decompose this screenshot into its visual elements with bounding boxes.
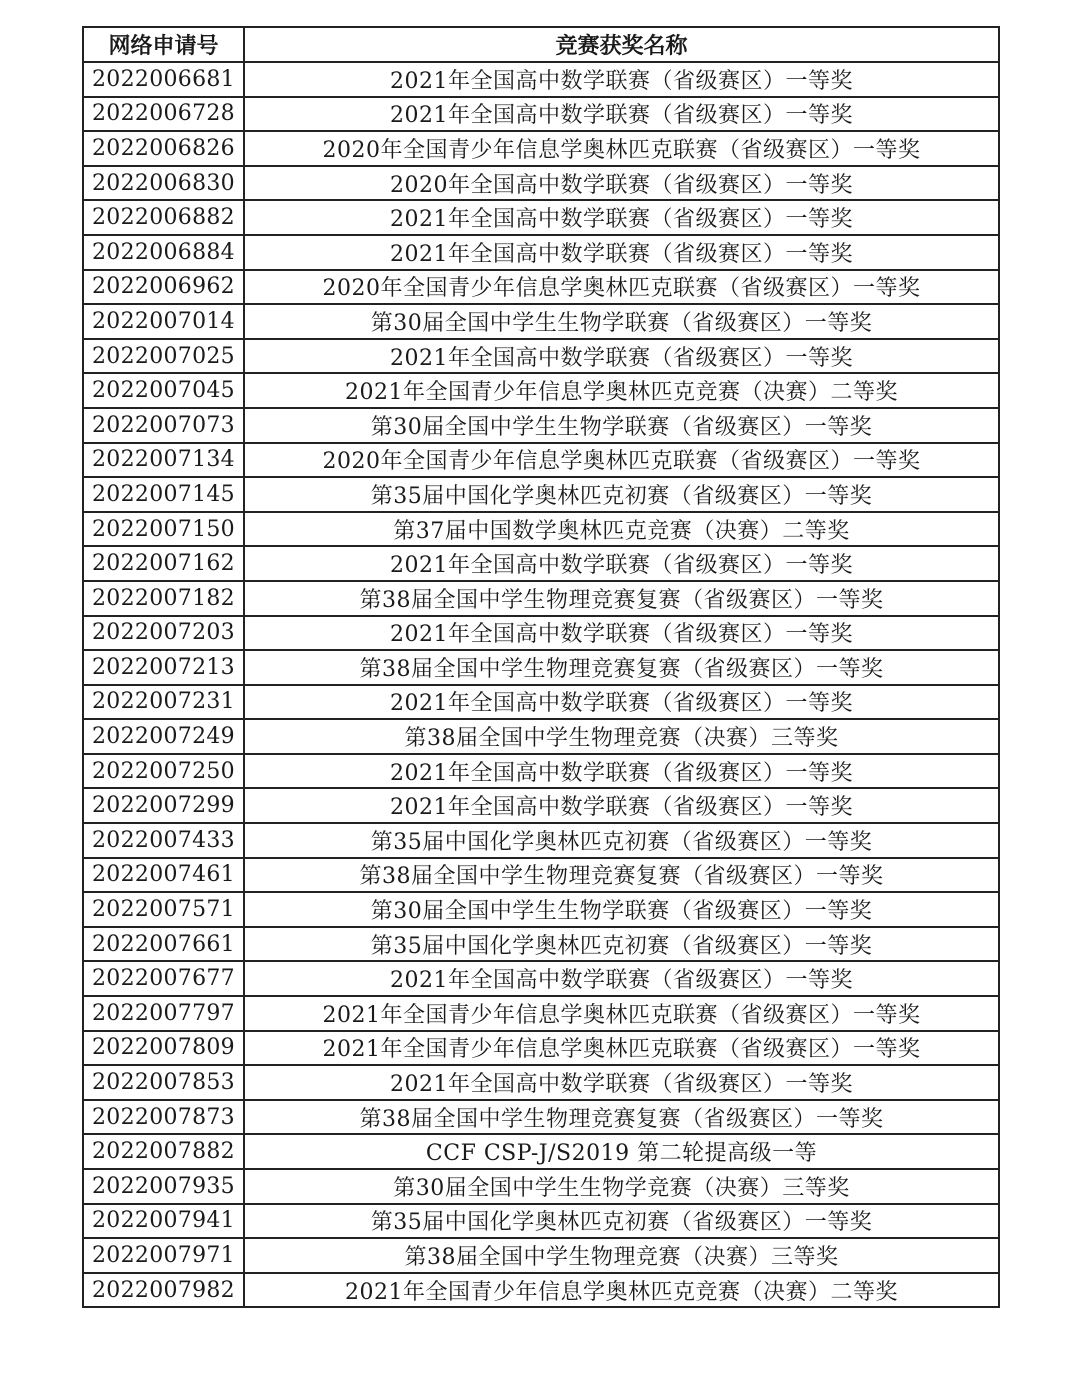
table-row <box>83 788 999 823</box>
table-row <box>83 443 999 478</box>
application-number-cell: 2022007145 <box>83 477 244 512</box>
table-row <box>83 97 999 132</box>
award-name-cell: 2021年全国高中数学联赛（省级赛区）一等奖 <box>244 685 999 720</box>
award-name-cell: 2021年全国高中数学联赛（省级赛区）一等奖 <box>244 788 999 823</box>
table-row <box>83 1031 999 1066</box>
application-number-cell: 2022006830 <box>83 166 244 201</box>
table-row <box>83 581 999 616</box>
application-number-cell: 2022007882 <box>83 1134 244 1169</box>
award-name-cell: 第35届中国化学奥林匹克初赛（省级赛区）一等奖 <box>244 927 999 962</box>
award-name-cell: 第30届全国中学生生物学联赛（省级赛区）一等奖 <box>244 408 999 443</box>
table-row <box>83 719 999 754</box>
application-number-cell: 2022007045 <box>83 373 244 408</box>
award-name-cell: 2021年全国高中数学联赛（省级赛区）一等奖 <box>244 200 999 235</box>
table-row <box>83 1273 999 1308</box>
application-number-cell: 2022007134 <box>83 443 244 478</box>
award-name-cell: 第38届全国中学生物理竞赛复赛（省级赛区）一等奖 <box>244 581 999 616</box>
table-row <box>83 823 999 858</box>
table-row <box>83 235 999 270</box>
application-number-cell: 2022006962 <box>83 270 244 305</box>
header-award-name: 竞赛获奖名称 <box>244 27 999 62</box>
application-number-cell: 2022006681 <box>83 62 244 97</box>
table-row <box>83 1065 999 1100</box>
table-row <box>83 996 999 1031</box>
application-number-cell: 2022007941 <box>83 1204 244 1239</box>
application-number-cell: 2022007873 <box>83 1100 244 1135</box>
table-row <box>83 961 999 996</box>
award-name-cell: 2021年全国青少年信息学奥林匹克联赛（省级赛区）一等奖 <box>244 1031 999 1066</box>
award-name-cell: 第35届中国化学奥林匹克初赛（省级赛区）一等奖 <box>244 823 999 858</box>
award-table-sheet <box>82 26 998 1308</box>
table-row <box>83 892 999 927</box>
application-number-cell: 2022007150 <box>83 512 244 547</box>
header-row <box>83 27 999 62</box>
application-number-cell: 2022007299 <box>83 788 244 823</box>
award-name-cell: 第38届全国中学生物理竞赛复赛（省级赛区）一等奖 <box>244 858 999 893</box>
award-name-cell: 2021年全国青少年信息学奥林匹克竞赛（决赛）二等奖 <box>244 373 999 408</box>
award-name-cell: 2021年全国高中数学联赛（省级赛区）一等奖 <box>244 97 999 132</box>
application-number-cell: 2022007249 <box>83 719 244 754</box>
application-number-cell: 2022007231 <box>83 685 244 720</box>
award-name-cell: CCF CSP-J/S2019 第二轮提高级一等 <box>244 1134 999 1169</box>
award-name-cell: 第35届中国化学奥林匹克初赛（省级赛区）一等奖 <box>244 477 999 512</box>
application-number-cell: 2022006826 <box>83 131 244 166</box>
application-number-cell: 2022007073 <box>83 408 244 443</box>
table-row <box>83 1169 999 1204</box>
application-number-cell: 2022006728 <box>83 97 244 132</box>
award-name-cell: 2021年全国高中数学联赛（省级赛区）一等奖 <box>244 961 999 996</box>
table-row <box>83 685 999 720</box>
award-name-cell: 2020年全国青少年信息学奥林匹克联赛（省级赛区）一等奖 <box>244 270 999 305</box>
table-row <box>83 131 999 166</box>
table-row <box>83 1204 999 1239</box>
table-row <box>83 1100 999 1135</box>
award-name-cell: 2021年全国高中数学联赛（省级赛区）一等奖 <box>244 62 999 97</box>
application-number-cell: 2022007250 <box>83 754 244 789</box>
application-number-cell: 2022007971 <box>83 1238 244 1273</box>
award-name-cell: 2021年全国高中数学联赛（省级赛区）一等奖 <box>244 235 999 270</box>
table-row <box>83 62 999 97</box>
award-name-cell: 2021年全国高中数学联赛（省级赛区）一等奖 <box>244 339 999 374</box>
table-row <box>83 304 999 339</box>
award-table <box>82 26 1000 1308</box>
table-row <box>83 754 999 789</box>
award-name-cell: 2021年全国高中数学联赛（省级赛区）一等奖 <box>244 546 999 581</box>
award-name-cell: 第38届全国中学生物理竞赛（决赛）三等奖 <box>244 719 999 754</box>
table-row <box>83 1238 999 1273</box>
application-number-cell: 2022007571 <box>83 892 244 927</box>
award-name-cell: 2021年全国青少年信息学奥林匹克竞赛（决赛）二等奖 <box>244 1273 999 1308</box>
table-row <box>83 546 999 581</box>
table-row <box>83 927 999 962</box>
table-body <box>83 62 999 1307</box>
application-number-cell: 2022007182 <box>83 581 244 616</box>
table-row <box>83 477 999 512</box>
award-name-cell: 2021年全国高中数学联赛（省级赛区）一等奖 <box>244 616 999 651</box>
award-name-cell: 第38届全国中学生物理竞赛复赛（省级赛区）一等奖 <box>244 1100 999 1135</box>
award-name-cell: 第30届全国中学生生物学联赛（省级赛区）一等奖 <box>244 304 999 339</box>
award-name-cell: 2021年全国高中数学联赛（省级赛区）一等奖 <box>244 754 999 789</box>
application-number-cell: 2022007203 <box>83 616 244 651</box>
award-name-cell: 2020年全国青少年信息学奥林匹克联赛（省级赛区）一等奖 <box>244 131 999 166</box>
table-row <box>83 373 999 408</box>
award-name-cell: 第35届中国化学奥林匹克初赛（省级赛区）一等奖 <box>244 1204 999 1239</box>
table-row <box>83 339 999 374</box>
table-header <box>83 27 999 62</box>
application-number-cell: 2022007809 <box>83 1031 244 1066</box>
application-number-cell: 2022006882 <box>83 200 244 235</box>
application-number-cell: 2022007982 <box>83 1273 244 1308</box>
application-number-cell: 2022007025 <box>83 339 244 374</box>
table-row <box>83 166 999 201</box>
table-row <box>83 200 999 235</box>
application-number-cell: 2022007162 <box>83 546 244 581</box>
table-row <box>83 270 999 305</box>
award-name-cell: 第38届全国中学生物理竞赛复赛（省级赛区）一等奖 <box>244 650 999 685</box>
award-name-cell: 第30届全国中学生生物学竞赛（决赛）三等奖 <box>244 1169 999 1204</box>
application-number-cell: 2022007014 <box>83 304 244 339</box>
table-row <box>83 616 999 651</box>
award-name-cell: 2020年全国高中数学联赛（省级赛区）一等奖 <box>244 166 999 201</box>
award-name-cell: 第38届全国中学生物理竞赛（决赛）三等奖 <box>244 1238 999 1273</box>
award-name-cell: 2021年全国青少年信息学奥林匹克联赛（省级赛区）一等奖 <box>244 996 999 1031</box>
application-number-cell: 2022007797 <box>83 996 244 1031</box>
table-row <box>83 1134 999 1169</box>
award-name-cell: 第37届中国数学奥林匹克竞赛（决赛）二等奖 <box>244 512 999 547</box>
application-number-cell: 2022007935 <box>83 1169 244 1204</box>
application-number-cell: 2022006884 <box>83 235 244 270</box>
application-number-cell: 2022007661 <box>83 927 244 962</box>
application-number-cell: 2022007433 <box>83 823 244 858</box>
table-row <box>83 408 999 443</box>
table-row <box>83 512 999 547</box>
award-name-cell: 2021年全国高中数学联赛（省级赛区）一等奖 <box>244 1065 999 1100</box>
application-number-cell: 2022007461 <box>83 858 244 893</box>
table-row <box>83 858 999 893</box>
application-number-cell: 2022007677 <box>83 961 244 996</box>
application-number-cell: 2022007213 <box>83 650 244 685</box>
application-number-cell: 2022007853 <box>83 1065 244 1100</box>
award-name-cell: 第30届全国中学生生物学联赛（省级赛区）一等奖 <box>244 892 999 927</box>
header-application-number: 网络申请号 <box>83 27 244 62</box>
award-name-cell: 2020年全国青少年信息学奥林匹克联赛（省级赛区）一等奖 <box>244 443 999 478</box>
table-row <box>83 650 999 685</box>
